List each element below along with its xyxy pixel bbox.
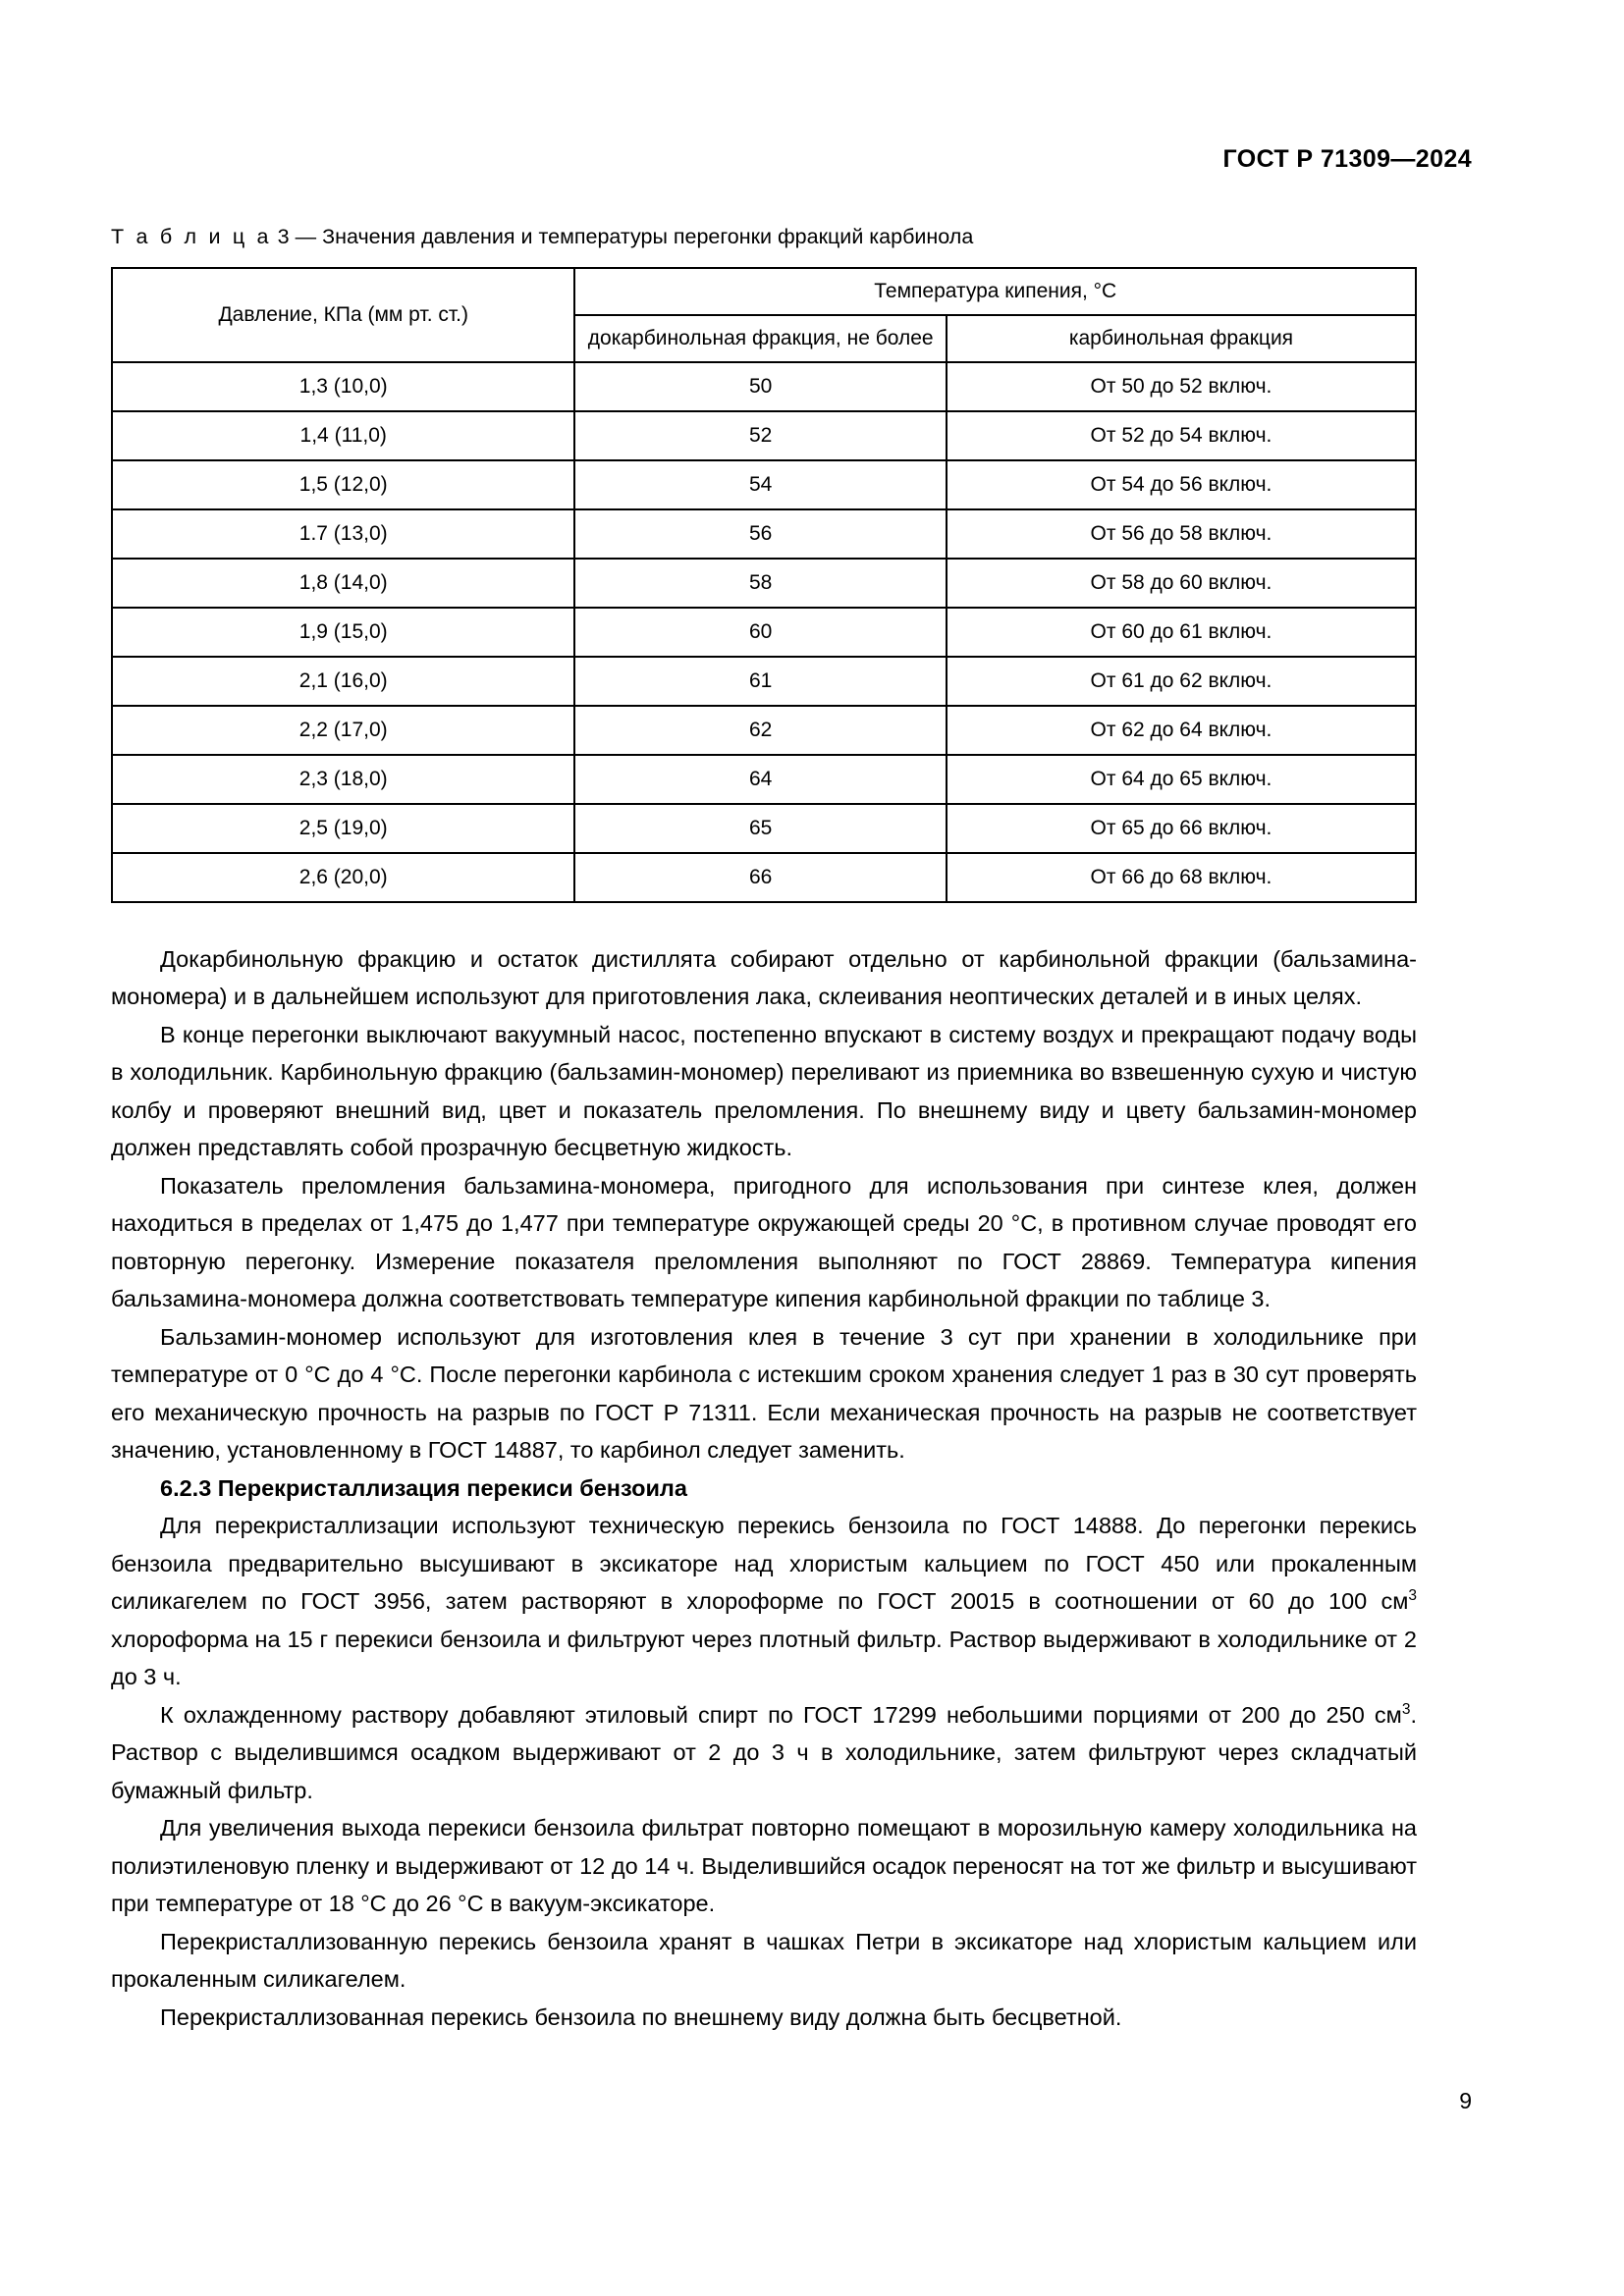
cell-carbinol: От 58 до 60 включ. [947,559,1416,608]
cell-pressure: 2,3 (18,0) [112,755,574,804]
paragraph-storage-petri: Перекристаллизованную перекись бензоила хранят в чашках Петри в эксикаторе над хлористым кальцием или прокаленным силикагелем. [111,1928,1417,1993]
paragraph-text-part: Для перекристаллизации используют техническую перекись бензоила по ГОСТ 14888. До перегонки перекись бензоила предварительно высушивают в эксикаторе над хлористым кальцием по ГОСТ 450 или прокаленным силикагелем по ГОСТ 3956, затем растворяют в хлороформе по ГОСТ 20015 в соотношении от 60 до 100 см [111,1513,1417,1615]
paragraph-balzamin-monomer-storage: Бальзамин-мономер используют для изготовления клея в течение 3 сут при хранении в холодильнике при температуре от 0 °С до 4 °С. После перегонки карбинола с истекшим сроком хранения следует 1 раз в 30 сут проверять его механическую прочность на разрыв по ГОСТ Р 71311. Если механическая прочность на разрыв не соответствует значению, установленному в ГОСТ 14887, то карбинол следует заменить. [111,1323,1417,1464]
cell-pre-carbinol: 54 [574,460,946,509]
cell-pressure: 2,2 (17,0) [112,706,574,755]
paragraph-text-part: К охлажденному раствору добавляют этиловый спирт по ГОСТ 17299 небольшими порциями от 200 до 250 см [160,1701,1402,1728]
cell-pressure: 1,4 (11,0) [112,411,574,460]
page-number: 9 [1459,2088,1472,2113]
cell-pressure: 1,8 (14,0) [112,559,574,608]
table-row [112,460,1416,509]
paragraph-refractive-index: Показатель преломления бальзамина-мономера, пригодного для использования при синтезе клея, должен находиться в пределах от 1,475 до 1,477 при температуре окружающей среды 20 °С, в противном случае проводят его повторную перегонку. Измерение показателя преломления выполняют по ГОСТ 28869. Температура кипения бальзамина-мономера должна соответствовать температуре кипения карбинольной фракции по таблице 3. [111,1172,1417,1312]
body-text [111,940,1417,2037]
cell-pressure: 1.7 (13,0) [112,509,574,559]
cell-pre-carbinol: 61 [574,657,946,706]
cell-pressure: 1,3 (10,0) [112,362,574,411]
cell-pre-carbinol: 66 [574,853,946,902]
cell-pre-carbinol: 52 [574,411,946,460]
cell-carbinol: От 62 до 64 включ. [947,706,1416,755]
cell-carbinol: От 56 до 58 включ. [947,509,1416,559]
table-head [112,268,1416,362]
cell-pre-carbinol: 50 [574,362,946,411]
superscript-cubic: 3 [1401,1701,1411,1719]
cell-pre-carbinol: 64 [574,755,946,804]
page-content [111,224,1417,2036]
table-caption-dash: — [295,225,317,248]
cell-pre-carbinol: 60 [574,608,946,657]
table-header-pre-carbinol: докарбинольная фракция, не более [574,315,946,362]
cell-pressure: 2,5 (19,0) [112,804,574,853]
cell-pre-carbinol: 58 [574,559,946,608]
table-caption-title: Значения давления и температуры перегонки фракций карбинола [322,225,974,248]
paragraph-yield-increase: Для увеличения выхода перекиси бензоила фильтрат повторно помещают в морозильную камеру холодильника на полиэтиленовую пленку и выдерживают от 12 до 14 ч. Выделившийся осадок переносят на тот же фильтр и высушивают при температуре от 18 °С до 26 °С в вакуум-эксикаторе. [111,1815,1417,1917]
paragraph-text-part: . Раствор с выделившимся осадком выдерживают от 2 до 3 ч в холодильнике, затем фильтруют через складчатый бумажный фильтр. [111,1701,1417,1803]
table-row [112,411,1416,460]
table-caption [111,224,1417,250]
table-row [112,559,1416,608]
table-header-temperature-group: Температура кипения, °С [574,268,1416,315]
paragraph-ethyl-alcohol [111,1696,1417,1810]
running-header: ГОСТ Р 71309—2024 [1222,145,1472,173]
paragraph-recrystallization-method [111,1507,1417,1696]
cell-pressure: 2,6 (20,0) [112,853,574,902]
table-body [112,362,1416,902]
cell-pre-carbinol: 56 [574,509,946,559]
table-header-pressure: Давление, КПа (мм рт. ст.) [112,268,574,362]
table-row [112,657,1416,706]
section-heading-6-2-3: 6.2.3 Перекристаллизация перекиси бензоила [160,1474,687,1501]
cell-carbinol: От 66 до 68 включ. [947,853,1416,902]
table-row [112,608,1416,657]
table-caption-label: Т а б л и ц а [111,225,272,248]
table-3 [111,267,1417,903]
cell-carbinol: От 60 до 61 включ. [947,608,1416,657]
cell-pre-carbinol: 65 [574,804,946,853]
table-header-carbinol: карбинольная фракция [947,315,1416,362]
cell-carbinol: От 61 до 62 включ. [947,657,1416,706]
paragraph-text-part: хлороформа на 15 г перекиси бензоила и фильтруют через плотный фильтр. Раствор выдерживают в холодильнике от 2 до 3 ч. [111,1626,1417,1690]
table-row [112,706,1416,755]
table-row [112,509,1416,559]
cell-pressure: 1,5 (12,0) [112,460,574,509]
superscript-cubic: 3 [1408,1587,1417,1605]
cell-carbinol: От 54 до 56 включ. [947,460,1416,509]
cell-carbinol: От 52 до 54 включ. [947,411,1416,460]
table-header-row-1 [112,268,1416,315]
cell-pre-carbinol: 62 [574,706,946,755]
table-caption-number: 3 [277,225,290,248]
table-row [112,804,1416,853]
cell-carbinol: От 50 до 52 включ. [947,362,1416,411]
table-row [112,755,1416,804]
paragraph-end-of-distillation: В конце перегонки выключают вакуумный насос, постепенно впускают в систему воздух и прекращают подачу воды в холодильник. Карбинольную фракцию (бальзамин-мономер) переливают из приемника во взвешенную сухую и чистую колбу и проверяют внешний вид, цвет и показатель преломления. По внешнему виду и цвету бальзамин-мономер должен представлять собой прозрачную бесцветную жидкость. [111,1021,1417,1161]
cell-carbinol: От 64 до 65 включ. [947,755,1416,804]
cell-pressure: 1,9 (15,0) [112,608,574,657]
table-row [112,853,1416,902]
table-row [112,362,1416,411]
cell-pressure: 2,1 (16,0) [112,657,574,706]
paragraph-appearance-colorless: Перекристаллизованная перекись бензоила по внешнему виду должна быть бесцветной. [160,2003,1122,2030]
paragraph-pre-carbinol-fraction: Докарбинольную фракцию и остаток дистиллята собирают отдельно от карбинольной фракции (бальзамина-мономера) и в дальнейшем используют для приготовления лака, склеивания неоптических деталей и в иных целях. [111,945,1417,1010]
cell-carbinol: От 65 до 66 включ. [947,804,1416,853]
